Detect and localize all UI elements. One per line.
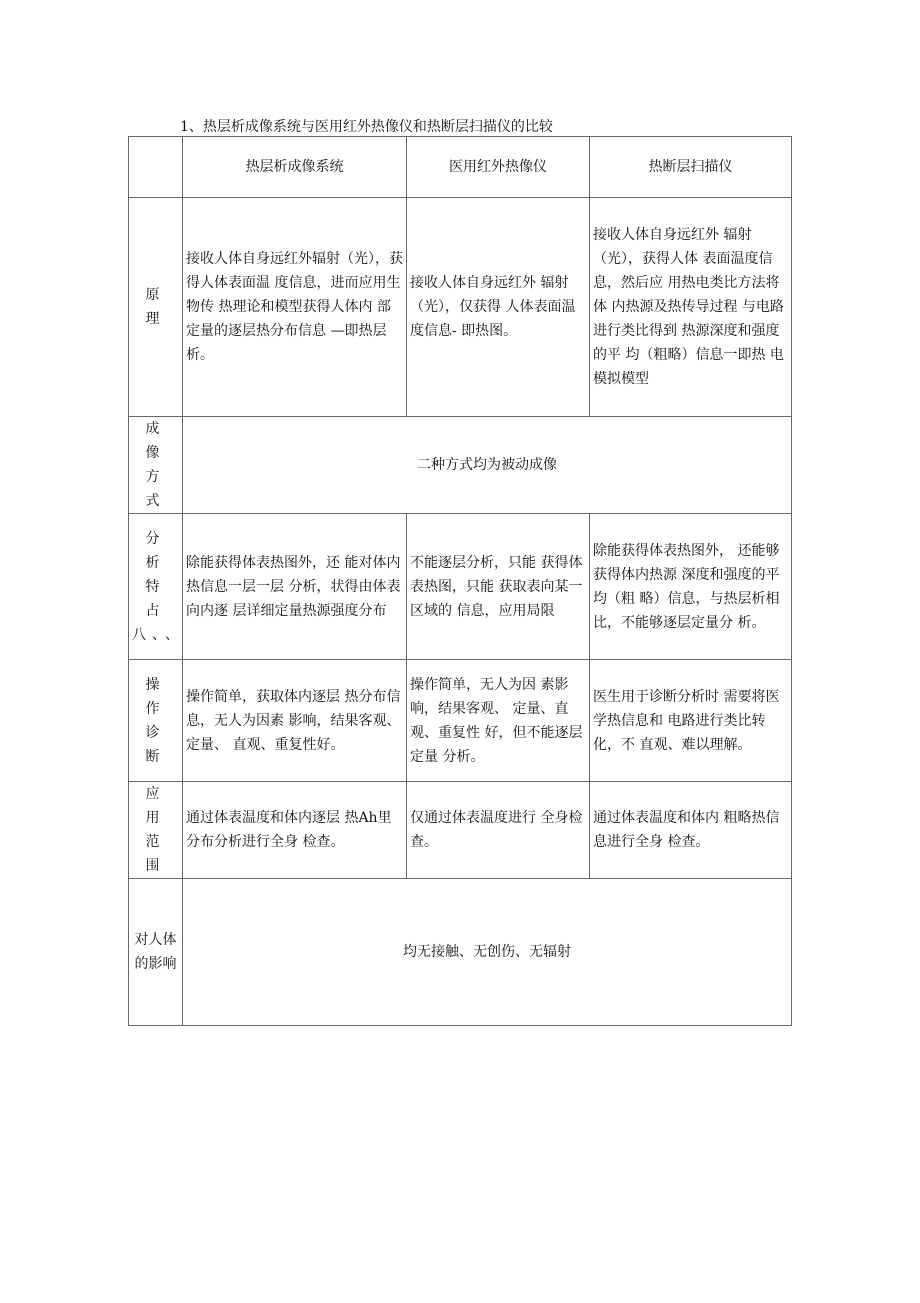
cell-scope-scanner: 通过体表温度和体内 粗略热信息进行全身 检查。	[590, 782, 792, 879]
cell-principle-tomography: 接收人体自身远红外辐射（光），获得人体表面温 度信息，进而应用生物传 热理论和模型获得人体内 部定量的逐层热分布信息 —即热层析。	[183, 198, 407, 417]
header-col-scanner: 热断层扫描仪	[590, 137, 792, 198]
row-label-principle: 原 理	[129, 198, 183, 417]
header-col-tomography: 热层析成像系统	[183, 137, 407, 198]
cell-diagnosis-infrared: 操作简单，无人为因 素影响，结果客观、 定量、直观、重复性 好，但不能逐层定量 分析。	[407, 660, 590, 782]
row-label-analysis: 分 析 特 占 八、、	[129, 514, 183, 660]
cell-analysis-scanner: 除能获得体表热图外， 还能够获得体内热源 深度和强度的平均（粗 略）信息，与热层析相 比，不能够逐层定量分 析。	[590, 514, 792, 660]
table-row-diagnosis	[129, 660, 792, 782]
cell-scope-infrared: 仅通过体表温度进行 全身检查。	[407, 782, 590, 879]
header-col-infrared: 医用红外热像仪	[407, 137, 590, 198]
table-caption: 1、热层析成像系统与医用红外热像仪和热断层扫描仪的比较	[180, 119, 553, 135]
cell-analysis-tomography: 除能获得体表热图外，还 能对体内热信息一层一层 分析，状得由体表向内逐 层详细定量热源强度分布	[183, 514, 407, 660]
table-row-principle	[129, 198, 792, 417]
cell-effect-merged: 均无接触、无创伤、无辐射	[183, 879, 792, 1026]
cell-scope-tomography: 通过体表温度和体内逐层 热Ah里分布分析进行全身 检查。	[183, 782, 407, 879]
cell-diagnosis-scanner: 医生用于诊断分析时 需要将医学热信息和 电路进行类比转化，不 直观、难以理解。	[590, 660, 792, 782]
cell-principle-scanner: 接收人体自身远红外 辐射（光），获得人体 表面温度信息，然后应 用热电类比方法将体 内热源及热传导过程 与电路进行类比得到 热源深度和强度的平 均（粗略）信息一即热 电模拟模型	[590, 198, 792, 417]
cell-principle-infrared: 接收人体自身远红外 辐射（光），仅获得 人体表面温度信息- 即热图。	[407, 198, 590, 417]
cell-diagnosis-tomography: 操作简单，获取体内逐层 热分布信息，无人为因素 影响，结果客观、定量、 直观、重复性好。	[183, 660, 407, 782]
table-row-imaging	[129, 417, 792, 514]
table-row-effect	[129, 879, 792, 1026]
table-header-row	[129, 137, 792, 198]
row-label-scope: 应 用 范 围	[129, 782, 183, 879]
table-row-scope	[129, 782, 792, 879]
corner-cell	[129, 137, 183, 198]
cell-analysis-infrared: 不能逐层分析，只能 获得体表热图，只能 获取表向某一区域的 信息，应用局限	[407, 514, 590, 660]
cell-imaging-merged: 二种方式均为被动成像	[183, 417, 792, 514]
row-label-effect: 对人体的影响	[129, 879, 183, 1026]
row-label-diagnosis: 操 作 诊 断	[129, 660, 183, 782]
row-label-imaging: 成 像 方 式	[129, 417, 183, 514]
comparison-table	[128, 136, 792, 1026]
table-row-analysis	[129, 514, 792, 660]
